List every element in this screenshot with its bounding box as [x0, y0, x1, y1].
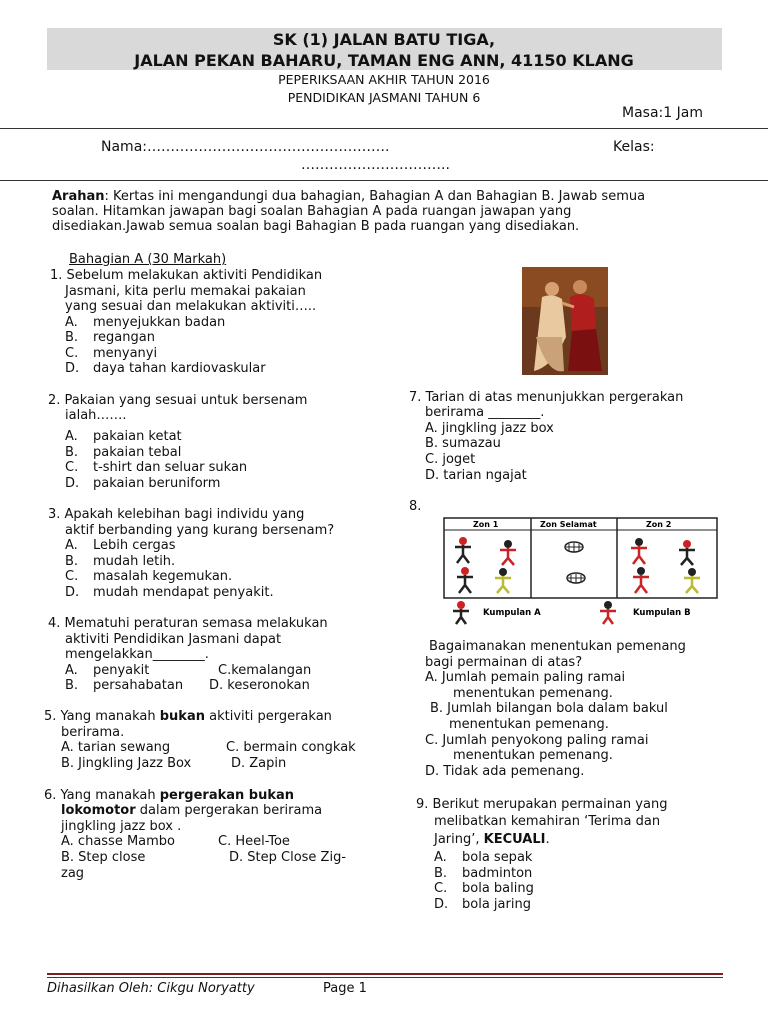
q8-option-d: D. Tidak ada pemenang. — [425, 764, 585, 779]
q9-line1: 9. Berikut merupakan permainan yang — [416, 797, 668, 812]
q3-line2: aktif berbanding yang kurang bersenam? — [65, 523, 335, 538]
q1-option-d: daya tahan kardiovaskular — [93, 361, 266, 376]
q6-option-d-cont: zag — [61, 866, 85, 881]
basket-icon — [567, 573, 585, 583]
name-field-cont: ………………………….. — [301, 157, 450, 173]
q1-line2: Jasmani, kita perlu memakai pakaian — [65, 284, 306, 299]
q8-option-c-cont: menentukan pemenang. — [453, 748, 613, 763]
game-zone-diagram — [443, 517, 718, 627]
q3-line1: 3. Apakah kelebihan bagi individu yang — [48, 507, 305, 522]
exam-title: PEPERIKSAAN AKHIR TAHUN 2016 — [278, 72, 490, 87]
q2-option-c: t-shirt dan seluar sukan — [93, 460, 248, 475]
q1-option-b: regangan — [93, 330, 155, 345]
q3-option-b: mudah letih. — [93, 554, 176, 569]
q6-option-d: D. Step Close Zig- — [229, 850, 347, 865]
q4-option-c: C.kemalangan — [218, 663, 312, 678]
q4-option-d: D. keseronokan — [209, 678, 310, 693]
q9-line3: Jaring’, KECUALI. — [434, 832, 550, 847]
footer-author: Dihasilkan Oleh: Cikgu Noryatty — [47, 981, 255, 996]
q2-option-b: pakaian tebal — [93, 445, 182, 460]
q6-option-a: A. chasse Mambo — [61, 834, 176, 849]
q4-line3: mengelakkan________. — [65, 647, 209, 662]
q3-option-c: masalah kegemukan. — [93, 569, 233, 584]
footer-rule-thin — [47, 977, 723, 978]
name-field: Nama:……………………………………………. — [101, 139, 390, 155]
q5-line1: 5. Yang manakah bukan aktiviti pergerakan — [44, 709, 332, 724]
q8-line2: bagi permainan di atas? — [425, 655, 583, 670]
zone-1-label: Zon 1 — [473, 520, 499, 529]
q8-option-a: A. Jumlah pemain paling ramai — [425, 670, 626, 685]
q7-option-a: A. jingkling jazz box — [425, 421, 554, 436]
q3-option-a: Lebih cergas — [93, 538, 176, 553]
footer-rule — [47, 973, 723, 975]
exam-duration: Masa:1 Jam — [622, 105, 703, 121]
legend-group-a-icon — [453, 601, 469, 624]
q4-option-a: penyakit — [93, 663, 150, 678]
instructions: Arahan: Kertas ini mengandungi dua bahagian, Bahagian A dan Bahagian B. Jawab semua — [52, 189, 646, 204]
q9-option-a: bola sepak — [462, 850, 533, 865]
q6-line3: jingkling jazz box . — [61, 819, 182, 834]
q8-option-c: C. Jumlah penyokong paling ramai — [425, 733, 649, 748]
q9-option-c: bola baling — [462, 881, 534, 896]
q5-option-c: C. bermain congkak — [226, 740, 356, 755]
legend-group-b: Kumpulan B — [633, 608, 691, 618]
legend-group-a: Kumpulan A — [483, 608, 541, 618]
q7-line2: berirama ________. — [425, 405, 545, 420]
q7-option-c: C. joget — [425, 452, 476, 467]
q6-option-b: B. Step close — [61, 850, 146, 865]
q4-line1: 4. Mematuhi peraturan semasa melakukan — [48, 616, 328, 631]
q1-option-a: menyejukkan badan — [93, 315, 226, 330]
q8-option-b: B. Jumlah bilangan bola dalam bakul — [430, 701, 668, 716]
q1-line1: 1. Sebelum melakukan aktiviti Pendidikan — [50, 268, 323, 283]
q7-line1: 7. Tarian di atas menunjukkan pergerakan — [409, 390, 684, 405]
q4-line2: aktiviti Pendidikan Jasmani dapat — [65, 632, 282, 647]
q1-option-c: menyanyi — [93, 346, 158, 361]
q6-line2: lokomotor dalam pergerakan berirama — [61, 803, 323, 818]
basket-icon — [565, 542, 583, 552]
q7-option-d: D. tarian ngajat — [425, 468, 527, 483]
class-field: Kelas: — [613, 139, 655, 155]
divider-bottom — [0, 180, 768, 181]
q5-option-a: A. tarian sewang — [61, 740, 171, 755]
q2-line2: ialah……. — [65, 408, 127, 423]
q8-option-a-cont: menentukan pemenang. — [453, 686, 613, 701]
q8-line1: Bagaimanakan menentukan pemenang — [429, 639, 686, 654]
q4-option-b: persahabatan — [93, 678, 184, 693]
school-name-line1: SK (1) JALAN BATU TIGA, — [272, 30, 496, 49]
instructions-line3: disediakan.Jawab semua soalan bagi Bahagian B pada ruangan yang disediakan. — [52, 219, 580, 234]
zone-2-label: Zon 2 — [646, 520, 672, 529]
q7-option-b: B. sumazau — [425, 436, 501, 451]
q2-line1: 2. Pakaian yang sesuai untuk bersenam — [48, 393, 308, 408]
section-a-title: Bahagian A (30 Markah) — [69, 252, 227, 267]
school-name-line2: JALAN PEKAN BAHARU, TAMAN ENG ANN, 41150 KLANG — [134, 51, 634, 70]
q3-option-d: mudah mendapat penyakit. — [93, 585, 274, 600]
dancers-photo — [522, 267, 608, 375]
q6-option-c: C. Heel-Toe — [218, 834, 290, 849]
q1-line3: yang sesuai dan melakukan aktiviti….. — [65, 299, 317, 314]
q6-line1: 6. Yang manakah pergerakan bukan — [44, 788, 295, 803]
q9-line2: melibatkan kemahiran ‘Terima dan — [434, 814, 661, 829]
q8-number: 8. — [409, 499, 422, 514]
q8-option-b-cont: menentukan pemenang. — [449, 717, 609, 732]
legend-group-b-icon — [600, 601, 616, 624]
q5-line2: berirama. — [61, 725, 125, 740]
instructions-line2: soalan. Hitamkan jawapan bagi soalan Bahagian A pada ruangan jawapan yang — [52, 204, 572, 219]
q9-option-b: badminton — [462, 866, 533, 881]
instructions-label: Arahan — [52, 189, 105, 204]
q5-option-d: D. Zapin — [231, 756, 287, 771]
footer-page: Page 1 — [323, 981, 367, 996]
subject-title: PENDIDIKAN JASMANI TAHUN 6 — [287, 90, 481, 105]
q2-option-a: pakaian ketat — [93, 429, 182, 444]
q9-option-d: bola jaring — [462, 897, 531, 912]
q5-option-b: B. Jingkling Jazz Box — [61, 756, 192, 771]
zone-safe-label: Zon Selamat — [540, 520, 597, 529]
q2-option-d: pakaian beruniform — [93, 476, 221, 491]
divider-top — [0, 128, 768, 129]
